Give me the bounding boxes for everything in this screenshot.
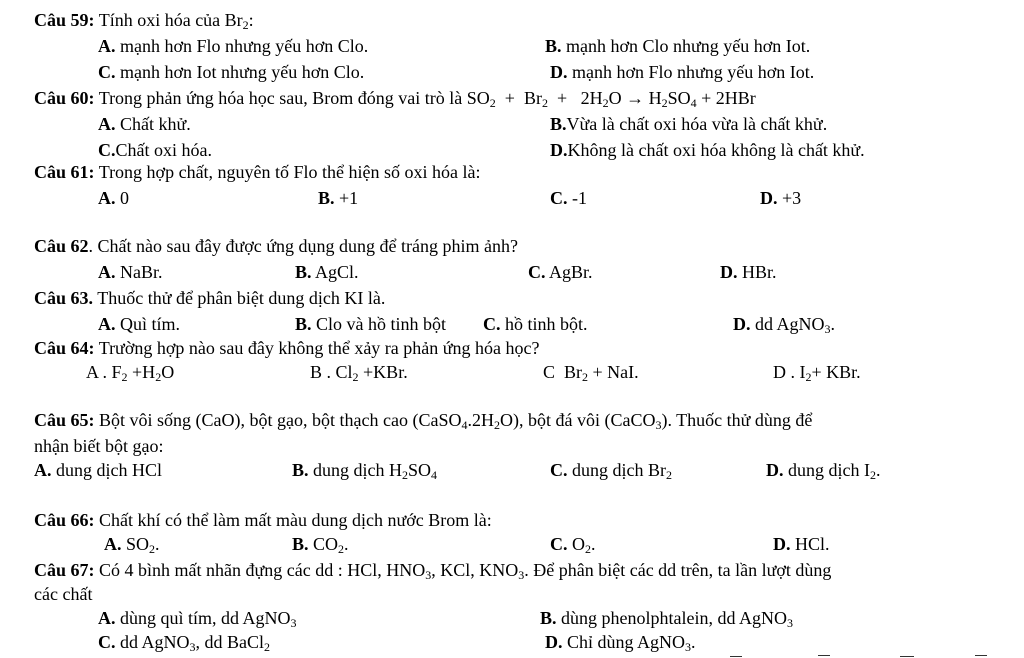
option-a[interactable]: A. dung dịch HCl — [34, 460, 162, 480]
question-label: Câu 65: — [34, 410, 95, 430]
option-c[interactable]: C. mạnh hơn Iot nhưng yếu hơn Clo. — [98, 62, 365, 82]
option-b[interactable]: B. $CO_2$. — [292, 534, 349, 556]
option-a[interactable]: A. Chất khử. — [98, 114, 191, 134]
question-text: . Chất nào sau đây được ứng dụng dung để tráng phim ảnh? — [88, 236, 518, 256]
question-60 — [34, 86, 756, 110]
option-a[interactable]: A . $F_2 +H_2O$ — [86, 362, 175, 384]
option-b[interactable]: B. AgCl. — [295, 262, 359, 282]
option-d[interactable]: D. dd AgNO$_3$. — [733, 314, 836, 336]
question-text: Trường hợp nào sau đây không thể xảy ra phản ứng hóa học? — [98, 338, 540, 358]
question-label: Câu 61: — [34, 162, 95, 182]
option-d[interactable]: D . $I_2+$ KBr. — [773, 362, 861, 384]
option-a[interactable]: A. $SO_2$. — [104, 534, 160, 556]
scan-mark — [900, 656, 914, 657]
question-65 — [34, 408, 812, 432]
scan-mark — [818, 655, 830, 656]
option-b[interactable]: B. dùng phenolphtalein, dd AgNO$_3$ — [540, 608, 793, 630]
option-d[interactable]: D. Chỉ dùng AgNO$_3$. — [545, 632, 696, 654]
option-d[interactable]: D. +3 — [760, 188, 802, 208]
question-text: Trong hợp chất, nguyên tố Flo thể hiện số oxi hóa là: — [98, 162, 481, 182]
question-label: Câu 64: — [34, 338, 95, 358]
option-d[interactable]: D. HBr. — [720, 262, 777, 282]
question-59: Câu 59: Tính oxi hóa của $Br_2$: — [34, 10, 254, 32]
option-c[interactable]: C. AgBr. — [528, 262, 593, 282]
question-label: Câu 60: — [34, 88, 95, 108]
option-d[interactable]: D. mạnh hơn Flo nhưng yếu hơn Iot. — [550, 62, 815, 82]
option-c[interactable]: C. -1 — [550, 188, 587, 208]
question-67 — [34, 558, 831, 582]
question-label: Câu 66: — [34, 510, 95, 530]
question-61 — [34, 160, 481, 184]
question-text: Tính oxi hóa của Br — [98, 10, 243, 30]
option-b[interactable]: B. mạnh hơn Clo nhưng yếu hơn Iot. — [545, 36, 811, 56]
option-b[interactable]: B. dung dịch $H_2SO_4$ — [292, 460, 438, 482]
question-label: Câu 63. — [34, 288, 94, 308]
option-d[interactable]: D.Không là chất oxi hóa không là chất khử. — [550, 140, 865, 160]
question-64 — [34, 336, 540, 360]
question-text: Có 4 bình mất nhãn đựng các dd : HCl, $HNO_3$, KCl, $KNO_3$. Để phân biệt các dd trên, ta lần lượt dùng — [99, 560, 832, 582]
question-text: Chất khí có thể làm mất màu dung dịch nước Brom là: — [99, 510, 492, 530]
question-65-line2: nhận biết bột gạo: — [34, 436, 164, 456]
scan-mark — [975, 655, 987, 656]
option-c[interactable]: C $Br_2$ + NaI. — [543, 362, 639, 384]
option-c[interactable]: C. hồ tinh bột. — [483, 314, 588, 334]
reaction-equation: $SO_2 + Br_2$ + $2H_2O \to H_2SO_4 + 2HBr$ — [466, 88, 756, 110]
option-a[interactable]: A. dùng quì tím, dd AgNO$_3$ — [98, 608, 297, 630]
option-c[interactable]: C. $O_2$. — [550, 534, 596, 556]
question-label: Câu 59: — [34, 10, 95, 30]
question-67-line2: các chất — [34, 584, 93, 604]
question-label: Câu 67: — [34, 560, 95, 580]
question-63 — [34, 286, 385, 310]
option-c[interactable]: C. dd AgNO$_3$, dd BaCl$_2$ — [98, 632, 271, 654]
question-66 — [34, 508, 492, 532]
scan-mark — [730, 656, 742, 657]
option-a[interactable]: A. 0 — [98, 188, 129, 208]
question-text: Bột vôi sống (CaO), bột gạo, bột thạch cao $(CaSO_4.2H_2O)$, bột đá vôi (CaCO$_3$). Thuốc thử dùng để — [99, 410, 813, 432]
question-text: Thuốc thử để phân biệt dung dịch KI là. — [97, 288, 386, 308]
option-d[interactable]: D. HCl. — [773, 534, 830, 554]
option-b[interactable]: B. Clo và hồ tinh bột — [295, 314, 447, 334]
option-c[interactable]: C. dung dịch $Br_2$ — [550, 460, 672, 482]
option-a[interactable]: A. mạnh hơn Flo nhưng yếu hơn Clo. — [98, 36, 369, 56]
option-a[interactable]: A. Quì tím. — [98, 314, 181, 334]
option-a[interactable]: A. NaBr. — [98, 262, 163, 282]
question-62 — [34, 234, 518, 258]
option-b[interactable]: B. +1 — [318, 188, 359, 208]
option-b[interactable]: B.Vừa là chất oxi hóa vừa là chất khử. — [550, 114, 828, 134]
option-c[interactable]: C.Chất oxi hóa. — [98, 140, 212, 160]
question-label: Câu 62 — [34, 236, 89, 256]
option-d[interactable]: D. dung dịch $I_2$. — [766, 460, 881, 482]
question-text: Trong phản ứng hóa học sau, Brom đóng vai trò là — [98, 88, 463, 108]
option-b[interactable]: B . $Cl_2 +KBr$. — [310, 362, 408, 384]
